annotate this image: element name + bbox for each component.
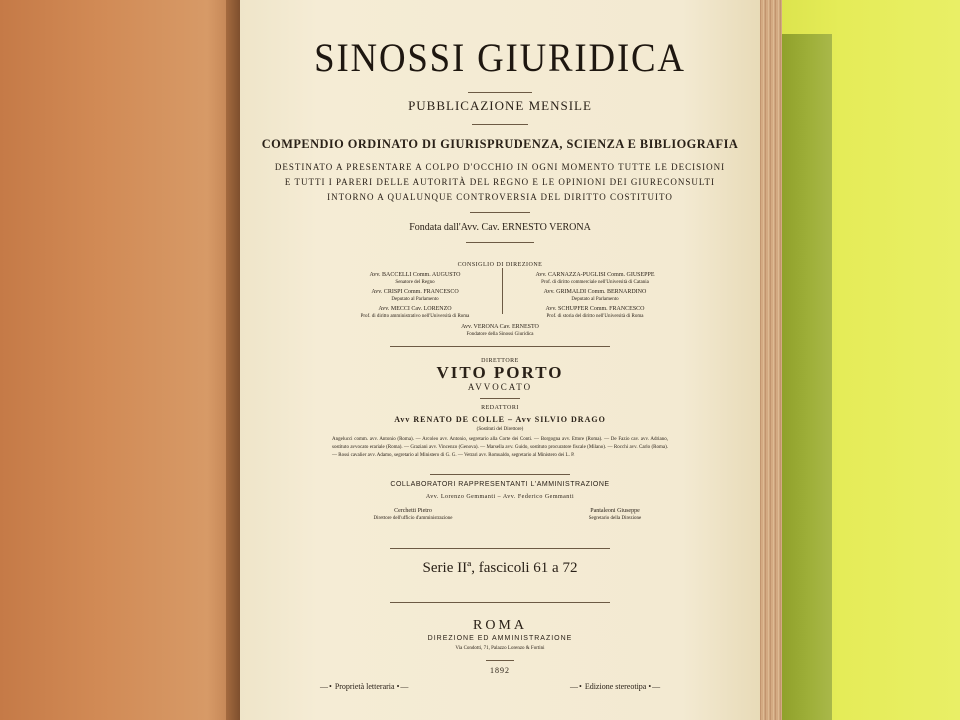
publication-year: 1892 xyxy=(490,666,510,675)
footer-right: —• Edizione stereotipa •— xyxy=(570,682,662,691)
collaborators-label: COLLABORATORI RAPPRESENTANTI L'AMMINISTRAZIONE xyxy=(390,481,610,488)
description-line: E TUTTI I PARERI DELLE AUTORITÀ DEL REGNO E LE OPINIONI DEI GIURECONSULTI xyxy=(284,177,716,187)
director-title: AVVOCATO xyxy=(467,382,533,392)
description-line: DESTINATO A PRESENTARE A COLPO D'OCCHIO IN OGNI MOMENTO TUTTE LE DECISIONI xyxy=(274,162,726,172)
collaborator-left: Cerchetti Pietro Direttore dell'ufficio d'amministrazione xyxy=(373,508,453,521)
ornament-rule xyxy=(468,92,532,93)
ornament-rule xyxy=(472,124,528,125)
ornament-rule xyxy=(486,660,514,661)
series-info: Serie IIª, fascicoli 61 a 72 xyxy=(422,560,578,576)
council-member: Avv. CRISPI Comm. FRANCESCO Deputato al Parlamento xyxy=(371,289,459,302)
council-member: Avv. SCHUPFER Comm. FRANCESCO Prof. di storia del diritto nell'Università di Roma xyxy=(545,306,645,319)
council-member: Avv. CARNAZZA-PUGLISI Comm. GIUSEPPE Prof. di diritto commerciale nell'Università di Catania xyxy=(535,272,655,285)
editors-note: (Sostituti del Direttore) xyxy=(476,427,524,432)
column-divider xyxy=(502,268,503,314)
council-member: Avv. GRIMALDI Comm. BERNARDINO Deputato al Parlamento xyxy=(543,289,647,302)
address: Via Condotti, 71, Palazzo Lorenzo & Fortini xyxy=(455,646,545,651)
collaborators-names: Avv. Lorenzo Gemmanti – Avv. Federico Gemmanti xyxy=(425,494,575,500)
council-left-column xyxy=(330,272,500,323)
book-title: SINOSSI GIURIDICA xyxy=(314,35,686,80)
council-label: CONSIGLIO DI DIREZIONE xyxy=(457,262,543,268)
section-rule xyxy=(430,474,570,475)
contributors-list: Angelucci comm. avv. Antonio (Roma). — Arcoleo avv. Antonio, segretario alla Corte dei Conti. — Borgogna avv. Ettore (Roma). — De Fazio cav. avv. Adriano, sostituto avvocato erariale (Roma). — Graziani avv. Vincenzo (Genova). — Marsella avv. Guido, sostituto procuratore fiscale (Milano). — Rocchi avv. Carlo (Roma). — Rossi cavalier avv. Adamo, segretario al Ministero di G. G. — Vetrari avv. Romualdo, segretario al Ministero dei L. P. xyxy=(332,437,668,458)
council-member: Avv. MECCI Cav. LORENZO Prof. di diritto amministrativo nell'Università di Roma xyxy=(360,306,470,319)
editors-names: Avv RENATO DE COLLE – Avv SILVIO DRAGO xyxy=(394,415,606,424)
collaborator-right: Pantaleoni Giuseppe Segretario della Direzione xyxy=(588,508,642,521)
founder-line: Fondata dall'Avv. Cav. ERNESTO VERONA xyxy=(409,222,591,233)
council-member: Avv. BACCELLI Comm. AUGUSTO Senatore del Regno xyxy=(369,272,461,285)
title-page xyxy=(240,0,760,720)
city: ROMA xyxy=(472,618,527,633)
book-back-cover xyxy=(780,34,832,720)
section-rule xyxy=(390,602,610,603)
administration-label: DIREZIONE ED AMMINISTRAZIONE xyxy=(427,635,573,642)
director-name: VITO PORTO xyxy=(436,363,564,382)
section-rule xyxy=(390,548,610,549)
section-rule xyxy=(390,346,610,347)
council-founder: Avv. VERONA Cav. ERNESTO Fondatore della Sinossi Giuridica xyxy=(461,324,539,337)
book-left-cover xyxy=(0,0,244,720)
description-line: INTORNO A QUALUNQUE CONTROVERSIA DEL DIRITTO COSTITUITO xyxy=(327,192,673,202)
editors-label: REDATTORI xyxy=(481,405,519,411)
council-right-column xyxy=(510,272,680,323)
ornament-rule xyxy=(470,212,530,213)
footer-left: —• Proprietà letteraria •— xyxy=(320,682,410,691)
publication-type: PUBBLICAZIONE MENSILE xyxy=(408,98,592,113)
compendium-heading: COMPENDIO ORDINATO DI GIURISPRUDENZA, SCIENZA E BIBLIOGRAFIA xyxy=(261,136,739,151)
ornament-rule xyxy=(480,398,520,399)
ornament-rule xyxy=(466,242,534,243)
director-label: DIRETTORE xyxy=(481,358,519,364)
